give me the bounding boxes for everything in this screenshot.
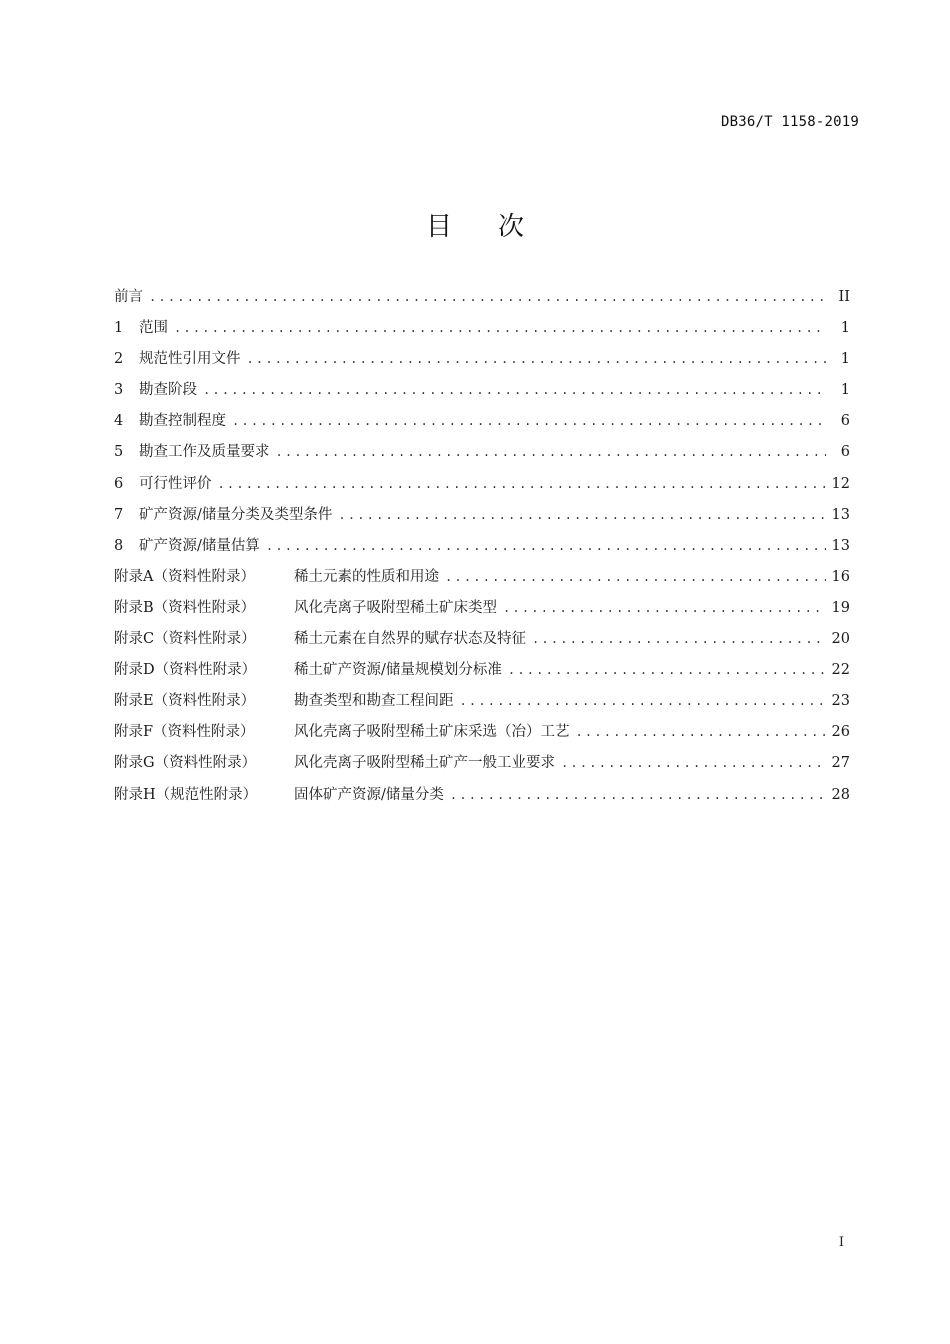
toc-leader-dots (218, 473, 826, 495)
toc-entry-page: 26 (831, 724, 850, 741)
toc-entry-number: 1 (114, 320, 124, 337)
toc-entry-number: 3 (114, 382, 124, 399)
toc-entry-appendix-c[interactable] (114, 628, 850, 659)
toc-entry-title: 规范性引用文件 (139, 351, 241, 368)
toc-entry-page: 13 (831, 506, 850, 523)
toc-entry-appendix-b[interactable] (114, 597, 850, 628)
toc-entry-page: 22 (831, 662, 850, 679)
toc-entry-number: 8 (114, 537, 124, 554)
toc-entry-page: 27 (831, 755, 850, 772)
toc-entry-page: 19 (831, 599, 850, 616)
toc-leader-dots (445, 566, 826, 588)
toc-appendix-label: 附录F（资料性附录） (114, 724, 255, 741)
toc-entry-appendix-a[interactable] (114, 566, 850, 597)
toc-leader-dots (232, 410, 826, 432)
toc-leader-dots (174, 317, 826, 339)
toc-entry-7[interactable] (114, 504, 850, 535)
toc-entry-title: 勘查控制程度 (139, 413, 226, 430)
toc-entry-6[interactable] (114, 473, 850, 504)
toc-entry-title: 勘查类型和勘查工程间距 (294, 693, 454, 710)
toc-entry-appendix-g[interactable] (114, 752, 850, 783)
page-number: I (838, 1235, 844, 1250)
toc-entry-number: 6 (114, 475, 124, 492)
toc-entry-appendix-h[interactable] (114, 784, 850, 815)
toc-entry-title: 勘查工作及质量要求 (139, 444, 270, 461)
toc-leader-dots (338, 504, 825, 526)
toc-appendix-label: 附录H（规范性附录） (114, 786, 258, 803)
toc-entry-title: 风化壳离子吸附型稀土矿床采选（冶）工艺 (294, 724, 570, 741)
toc-appendix-label: 附录B（资料性附录） (114, 599, 256, 616)
toc-entry-page: 1 (840, 382, 850, 399)
toc-entry-number: 2 (114, 351, 124, 368)
toc-entry-page: 28 (831, 786, 850, 803)
toc-entry-title: 勘查阶段 (139, 382, 197, 399)
toc-appendix-label: 附录G（资料性附录） (114, 755, 257, 772)
toc-leader-dots (149, 286, 826, 308)
toc-entry-number: 5 (114, 444, 124, 461)
toc-entry-page: 1 (840, 320, 850, 337)
toc-entry-4[interactable] (114, 410, 850, 441)
toc-entry-page: 20 (831, 631, 850, 648)
toc-entry-title: 风化壳离子吸附型稀土矿产一般工业要求 (294, 755, 555, 772)
toc-appendix-label: 附录C（资料性附录） (114, 631, 256, 648)
toc-entry-page: 23 (831, 693, 850, 710)
toc-entry-page: 12 (831, 475, 850, 492)
toc-entry-title: 稀土元素的性质和用途 (294, 568, 439, 585)
toc-entry-title: 固体矿产资源/储量分类 (294, 786, 444, 803)
toc-leader-dots (532, 628, 826, 650)
toc-leader-dots (561, 752, 826, 774)
toc-leader-dots (576, 721, 826, 743)
toc-entry-title: 范围 (139, 320, 168, 337)
toc-entry-number: 4 (114, 413, 124, 430)
toc-entry-foreword[interactable] (114, 286, 850, 317)
toc-entry-title: 前言 (114, 289, 143, 305)
toc-entry-title: 矿产资源/储量分类及类型条件 (139, 506, 333, 523)
toc-appendix-label: 附录D（资料性附录） (114, 662, 257, 679)
toc-entry-title: 风化壳离子吸附型稀土矿床类型 (294, 599, 497, 616)
toc-leader-dots (503, 597, 826, 619)
toc-entry-1[interactable] (114, 317, 850, 348)
toc-leader-dots (460, 690, 826, 712)
toc-entry-page: 1 (840, 351, 850, 368)
page-title: 目次 (425, 212, 570, 242)
toc-entry-2[interactable] (114, 348, 850, 379)
document-code: DB36/T 1158-2019 (720, 114, 859, 130)
toc-entry-page: 6 (840, 444, 850, 461)
toc-entry-page: II (838, 289, 850, 305)
toc-entry-title: 稀土元素在自然界的赋存状态及特征 (294, 631, 526, 648)
toc-entry-3[interactable] (114, 379, 850, 410)
toc-leader-dots (247, 348, 827, 370)
toc-entry-page: 16 (831, 568, 850, 585)
toc-entry-8[interactable] (114, 535, 850, 566)
toc-leader-dots (508, 659, 826, 681)
toc-entry-page: 6 (840, 413, 850, 430)
toc-entry-title: 稀土矿产资源/储量规模划分标准 (294, 662, 502, 679)
toc-entry-title: 可行性评价 (139, 475, 212, 492)
toc-leader-dots (203, 379, 826, 401)
toc-leader-dots (450, 784, 826, 806)
toc-leader-dots (276, 441, 827, 463)
toc-entry-appendix-e[interactable] (114, 690, 850, 721)
toc-entry-5[interactable] (114, 441, 850, 472)
toc-appendix-label: 附录A（资料性附录） (114, 568, 255, 585)
toc-entry-title: 矿产资源/储量估算 (139, 537, 260, 554)
toc-entry-page: 13 (831, 537, 850, 554)
toc-entry-number: 7 (114, 506, 124, 523)
toc-appendix-label: 附录E（资料性附录） (114, 693, 256, 710)
table-of-contents (114, 286, 850, 815)
toc-entry-appendix-f[interactable] (114, 721, 850, 752)
toc-leader-dots (266, 535, 826, 557)
toc-entry-appendix-d[interactable] (114, 659, 850, 690)
